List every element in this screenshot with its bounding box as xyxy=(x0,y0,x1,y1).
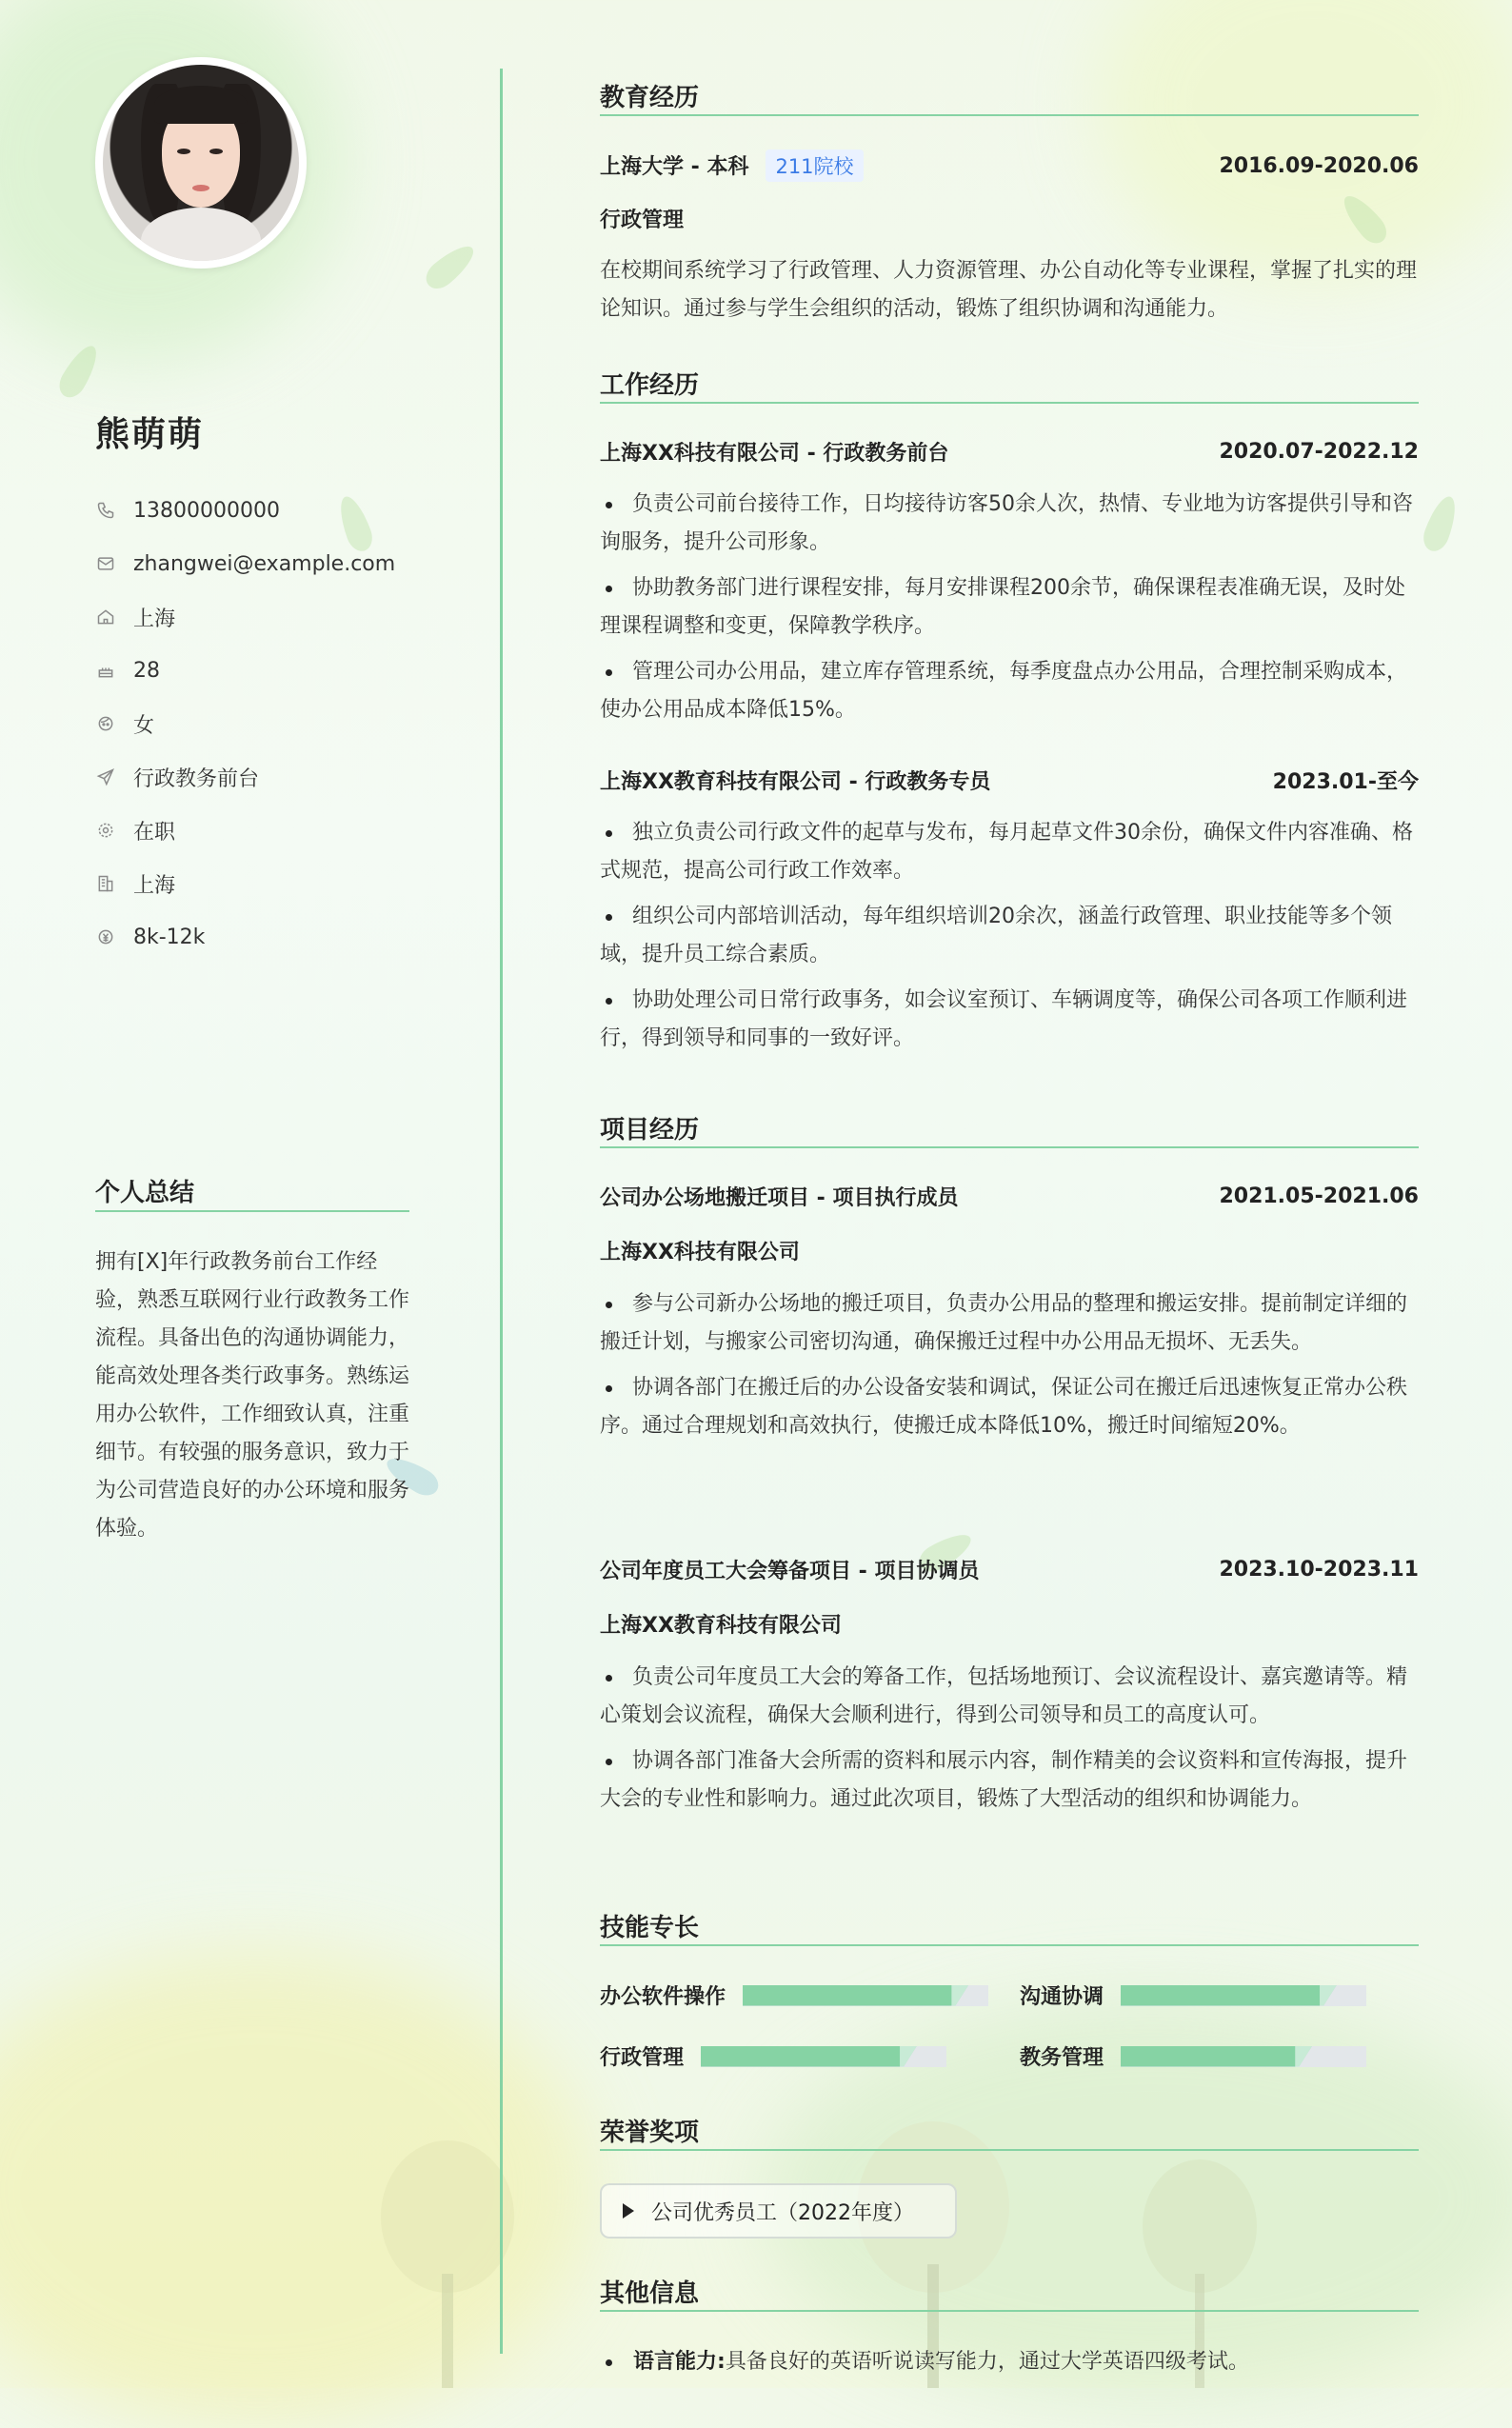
skill-label: 办公软件操作 xyxy=(600,1985,726,2009)
age-text: 28 xyxy=(133,658,160,683)
awards-title: 荣誉奖项 xyxy=(600,2119,700,2147)
skill-bar-fill xyxy=(1121,2046,1312,2067)
school-tag: 211院校 xyxy=(766,149,863,182)
location-text: 上海 xyxy=(133,607,176,631)
skill-item xyxy=(600,1980,988,2010)
bullet-dot xyxy=(606,2359,612,2366)
info-target-city xyxy=(95,857,395,910)
project-date: 2023.10-2023.11 xyxy=(1219,1558,1419,1582)
project-date: 2021.05-2021.06 xyxy=(1219,1184,1419,1208)
job-header xyxy=(600,766,1419,795)
info-phone xyxy=(95,484,395,537)
job-header xyxy=(600,437,1419,467)
job-date: 2023.01-至今 xyxy=(1272,770,1419,794)
award-text: 公司优秀员工（2022年度） xyxy=(651,2200,914,2225)
project-title: 公司办公场地搬迁项目 - 项目执行成员 xyxy=(600,1186,959,1210)
list-item: 协助处理公司日常行政事务，如会议室预订、车辆调度等，确保公司各项工作顺利进行，得到领导和同事的一致好评。 xyxy=(600,982,1419,1058)
avatar-photo xyxy=(103,65,299,261)
project-company: 上海XX科技有限公司 xyxy=(600,1241,800,1264)
project-header xyxy=(600,1555,1419,1584)
skill-item xyxy=(1020,1980,1366,2010)
summary-title: 个人总结 xyxy=(95,1179,195,1207)
list-item: 协助教务部门进行课程安排，每月安排课程200余节，确保课程表准确无误，及时处理课程调整和变更，保障教学秩序。 xyxy=(600,569,1419,646)
education-title: 教育经历 xyxy=(600,84,700,112)
education-description: 在校期间系统学习了行政管理、人力资源管理、办公自动化等专业课程，掌握了扎实的理论知识。通过参与学生会组织的活动，锻炼了组织协调和沟通能力。 xyxy=(600,259,1418,321)
project-bullets xyxy=(600,1659,1419,1826)
cake-icon xyxy=(95,660,116,681)
salary-icon xyxy=(95,926,116,947)
list-item: 负责公司年度员工大会的筹备工作，包括场地预订、会议流程设计、嘉宾邀请等。精心策划会议流程，确保大会顺利进行，得到公司领导和员工的高度认可。 xyxy=(600,1659,1419,1735)
project-company: 上海XX教育科技有限公司 xyxy=(600,1614,842,1638)
target-city-text: 上海 xyxy=(133,873,176,898)
project-title: 公司年度员工大会筹备项目 - 项目协调员 xyxy=(600,1560,980,1583)
skill-bar-fill xyxy=(743,1985,968,2006)
education-header xyxy=(600,149,1419,182)
skill-bar xyxy=(1121,2046,1366,2067)
work-title: 工作经历 xyxy=(600,371,700,400)
building-icon xyxy=(95,873,116,894)
info-salary xyxy=(95,910,395,964)
salary-text: 8k-12k xyxy=(133,925,206,949)
gender-icon xyxy=(95,713,116,734)
job-date: 2020.07-2022.12 xyxy=(1219,440,1419,464)
education-major: 行政管理 xyxy=(600,209,685,232)
list-item: 负责公司前台接待工作，日均接待访客50余人次，热情、专业地为访客提供引导和咨询服务，提升公司形象。 xyxy=(600,486,1419,562)
other-label: 语言能力: xyxy=(633,2350,726,2374)
job-title: 上海XX教育科技有限公司 - 行政教务专员 xyxy=(600,770,991,794)
education-divider xyxy=(600,114,1419,116)
skill-label: 教务管理 xyxy=(1020,2046,1104,2070)
info-target-position xyxy=(95,750,395,804)
expand-triangle-icon xyxy=(623,2203,634,2219)
skill-item xyxy=(1020,2041,1366,2071)
list-item: 参与公司新办公场地的搬迁项目，负责办公用品的整理和搬运安排。提前制定详细的搬迁计划，与搬家公司密切沟通，确保搬迁过程中办公用品无损坏、无丢失。 xyxy=(600,1285,1419,1362)
home-icon xyxy=(95,607,116,627)
job-title: 上海XX科技有限公司 - 行政教务前台 xyxy=(600,442,949,466)
awards-divider xyxy=(600,2149,1419,2151)
candidate-name: 熊萌萌 xyxy=(95,415,205,454)
list-item: 协调各部门准备大会所需的资料和展示内容，制作精美的会议资料和宣传海报，提升大会的专业性和影响力。通过此次项目，锻炼了大型活动的组织和协调能力。 xyxy=(600,1742,1419,1819)
sidebar xyxy=(0,0,500,2388)
status-icon xyxy=(95,820,116,841)
skill-bar-fill xyxy=(701,2046,917,2067)
list-item: 组织公司内部培训活动，每年组织培训20余次，涵盖行政管理、职业技能等多个领域，提升员工综合素质。 xyxy=(600,898,1419,974)
education-date: 2016.09-2020.06 xyxy=(1219,153,1419,178)
other-divider xyxy=(600,2310,1419,2312)
list-item: 管理公司办公用品，建立库存管理系统，每季度盘点办公用品，合理控制采购成本，使办公用品成本降低15%。 xyxy=(600,653,1419,729)
skill-item xyxy=(600,2041,946,2071)
skill-bar-fill xyxy=(1121,1985,1337,2006)
skills-divider xyxy=(600,1944,1419,1946)
skills-title: 技能专长 xyxy=(600,1914,700,1942)
status-text: 在职 xyxy=(133,820,176,845)
info-age xyxy=(95,644,395,697)
other-title: 其他信息 xyxy=(600,2279,700,2308)
info-location xyxy=(95,590,395,644)
other-text: 具备良好的英语听说读写能力，通过大学英语四级考试。 xyxy=(725,2350,1249,2374)
email-text: zhangwei@example.com xyxy=(133,551,396,576)
column-divider xyxy=(500,69,503,2354)
projects-title: 项目经历 xyxy=(600,1116,700,1144)
job-bullets xyxy=(600,814,1419,1065)
skill-bar xyxy=(1121,1985,1366,2006)
school-name: 上海大学 - 本科 xyxy=(600,155,749,179)
info-email xyxy=(95,537,395,590)
work-divider xyxy=(600,402,1419,404)
send-icon xyxy=(95,766,116,787)
list-item: 独立负责公司行政文件的起草与发布，每月起草文件30余份，确保文件内容准确、格式规范，提高公司行政工作效率。 xyxy=(600,814,1419,890)
project-header xyxy=(600,1182,1419,1211)
info-gender xyxy=(95,697,395,750)
mail-icon xyxy=(95,553,116,574)
summary-divider xyxy=(95,1210,409,1212)
gender-text: 女 xyxy=(133,713,155,738)
project-bullets xyxy=(600,1285,1419,1453)
skill-bar xyxy=(743,1985,988,2006)
list-item: 协调各部门在搬迁后的办公设备安装和调试，保证公司在搬迁后迅速恢复正常办公秩序。通过合理规划和高效执行，使搬迁成本降低10%，搬迁时间缩短20%。 xyxy=(600,1369,1419,1445)
phone-text: 13800000000 xyxy=(133,498,280,523)
skill-bar xyxy=(701,2046,946,2067)
info-status xyxy=(95,804,395,857)
skill-label: 沟通协调 xyxy=(1020,1985,1104,2009)
summary-text: 拥有[X]年行政教务前台工作经验，熟悉互联网行业行政教务工作流程。具备出色的沟通协调能力，能高效处理各类行政事务。熟练运用办公软件，工作细致认真，注重细节。有较强的服务意识，致力于为公司营造良好的办公环境和服务体验。 xyxy=(95,1250,410,1541)
phone-icon xyxy=(95,500,116,521)
award-item[interactable] xyxy=(600,2183,957,2239)
target-position-text: 行政教务前台 xyxy=(133,766,260,791)
contact-info-list xyxy=(95,484,395,964)
other-item xyxy=(600,2345,1419,2375)
job-bullets xyxy=(600,486,1419,737)
skill-label: 行政管理 xyxy=(600,2046,685,2070)
projects-divider xyxy=(600,1146,1419,1148)
avatar xyxy=(95,57,307,269)
